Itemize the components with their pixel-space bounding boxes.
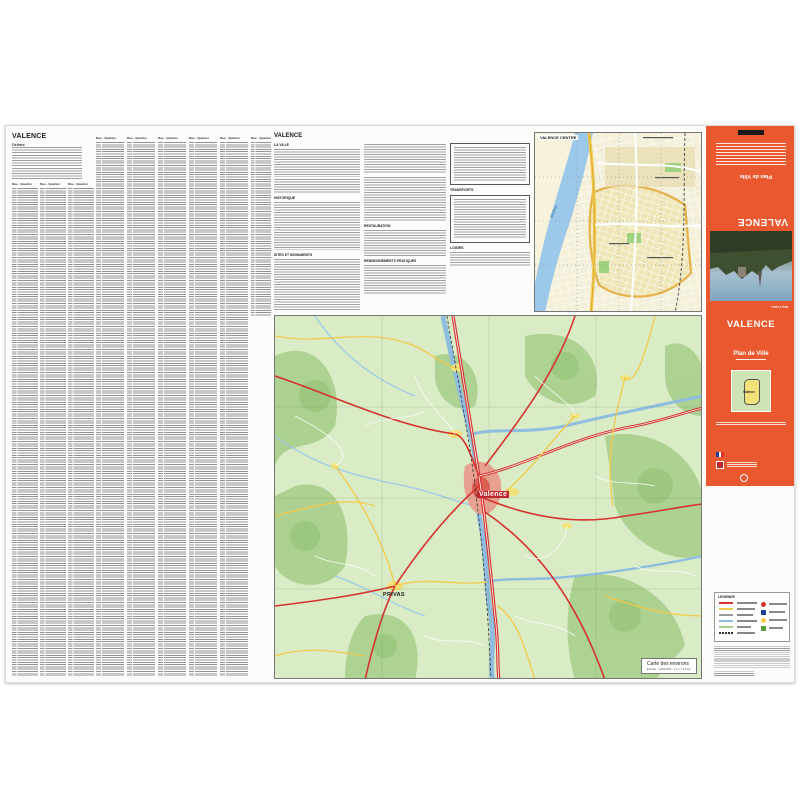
heading-renseignements: RENSEIGNEMENTS PRATIQUES [364,259,417,263]
map-caption [641,658,697,674]
cover-locator-label: Valence [743,390,755,394]
cover-inverted-back [710,126,792,311]
region-map[interactable] [274,315,702,679]
legend-notes [714,646,790,668]
index-intro [12,147,82,179]
index-title: VALENCE [12,133,47,140]
legend-river-swatch [719,620,733,622]
legend-street-swatch [719,614,733,616]
publisher-logo-icon [716,461,724,469]
cover-inverted-title: VALENCE [737,216,788,227]
heading-restauration: RESTAURATION [364,224,391,228]
text-column-2 [364,140,446,312]
cover-panel [706,126,795,486]
heading-sites: SITES ET MONUMENTS [274,253,313,257]
cover-title: VALENCE [726,319,776,330]
map-caption-scale: Echelle : 1/250 000 - 1 cm = 2,5 km [646,667,691,671]
city-centre-title: VALENCE CENTRE [540,135,577,140]
legend-title: LÉGENDE [718,595,735,599]
heading-historique: HISTORIQUE [274,196,296,200]
copyright-notice [714,671,754,676]
legend-rail-swatch [719,632,733,634]
legend-motorway-swatch [719,602,733,604]
text-column-1 [274,140,360,312]
info-box-transports [450,195,530,243]
index-column-8: Rue - Quartier [220,136,248,676]
town-label-valence: Valence [479,491,508,498]
index-column-7: Rue - Quartier [189,136,217,676]
town-label-privas: PRIVAS [383,592,405,598]
index-subtitle: Drôme [12,142,25,147]
info-box-office [450,143,530,185]
index-column-3: Rue - Quartier [68,182,94,676]
text-column-3 [450,140,530,312]
index-column-5: Rue - Quartier [127,136,155,676]
france-flag-icon [716,452,724,457]
map-caption-title: Carte des environs [646,661,689,667]
cover-subtitle: Plan de Ville [733,351,769,357]
legend-road-swatch [719,608,733,610]
cover-photo [710,231,792,301]
heading-la-ville: LA VILLE [274,143,289,147]
index-column-2: Rue - Quartier [40,182,66,676]
index-column-1: Rue - Quartier [12,182,38,676]
city-centre-drawing [535,133,702,312]
city-centre-map[interactable] [534,132,702,312]
index-column-9: Rue - Quartier [251,136,271,316]
legend-park-swatch [719,626,733,628]
index-column-6: Rue - Quartier [158,136,186,676]
heading-loisirs: LOISIRS [450,246,464,250]
cover-photo-drawing [710,231,792,301]
index-column-4: Rue - Quartier [96,136,124,676]
recycle-icon [740,474,748,482]
cover-brand: Blay Foldex [771,305,788,309]
cover-locator-map [731,370,771,412]
legend [714,592,790,642]
text-title: VALENCE [274,133,303,139]
river-label: Rhône [549,204,559,219]
cover-inverted-subtitle: Plan de Ville [739,173,772,179]
map-sheet [5,125,795,683]
heading-transports: TRANSPORTS [450,188,474,192]
